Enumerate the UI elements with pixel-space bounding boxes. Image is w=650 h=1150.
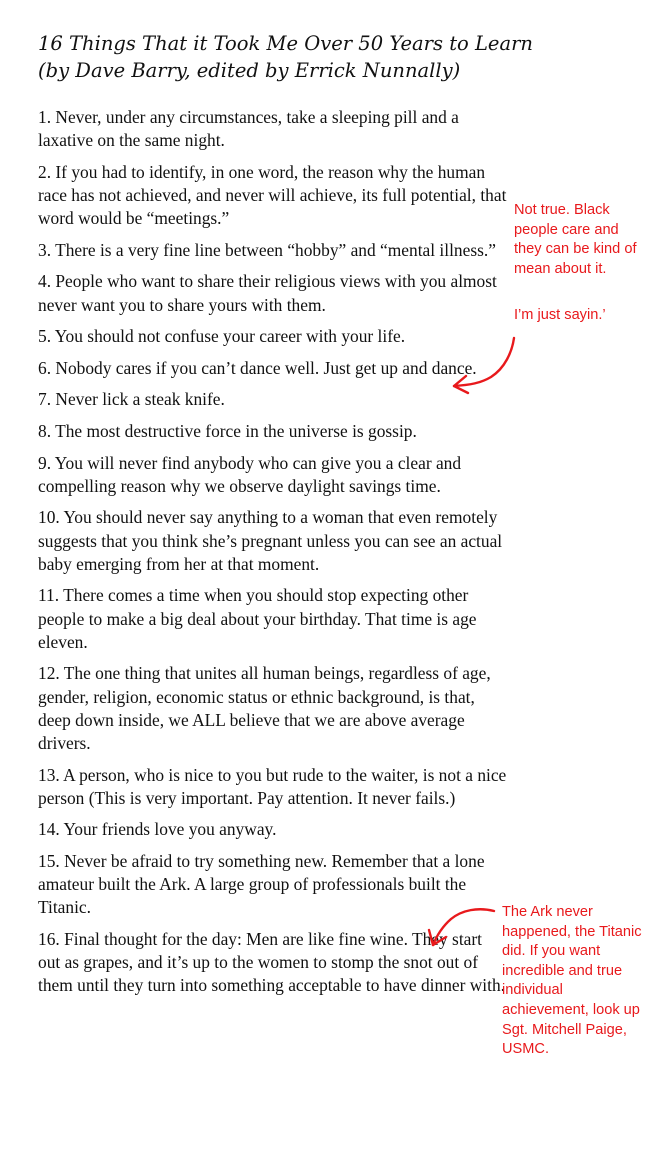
list-item: 10. You should never say anything to a woman that even remotely suggests that you think she’s pregnant unless you can see an actual baby emerging from her at that moment. bbox=[38, 507, 503, 574]
list-item: 2. If you had to identify, in one word, the reason why the human race has not achieved, and never will achieve, its full potential, that word would be “meetings.” bbox=[38, 161, 507, 229]
list-item: 7. Never lick a steak knife. bbox=[38, 389, 225, 410]
title-line-1: 16 Things That it Took Me Over 50 Years to Learn bbox=[38, 32, 533, 55]
lessons-list bbox=[38, 106, 508, 1006]
annotation-ark: The Ark never happened, the Titanic did. If you want incredible and true individual achievement, look up Sgt. Mitchell Paige, USMC. bbox=[502, 904, 642, 1058]
list-item: 8. The most destructive force in the universe is gossip. bbox=[38, 420, 417, 441]
list-item: 5. You should not confuse your career with your life. bbox=[38, 326, 406, 347]
list-item: 14. Your friends love you anyway. bbox=[38, 819, 277, 840]
list-item: 16. Final thought for the day: Men are like fine wine. They start out as grapes, and it’s up to the women to stomp the snot out of them until they turn into something acceptable to have dinner with. bbox=[38, 928, 506, 996]
list-item: 3. There is a very fine line between “hobby” and “mental illness.” bbox=[38, 239, 496, 260]
annotation-just-sayin: I’m just sayin.’ bbox=[514, 307, 606, 323]
list-item: 9. You will never find anybody who can give you a clear and compelling reason why we observe daylight savings time. bbox=[38, 452, 462, 496]
list-item: 12. The one thing that unites all human beings, regardless of age, gender, religion, economic status or ethnic background, is that, deep down inside, we ALL believe that we are above average drivers. bbox=[38, 663, 491, 753]
list-item: 1. Never, under any circumstances, take a sleeping pill and a laxative on the same night. bbox=[38, 107, 459, 151]
list-item: 11. There comes a time when you should stop expecting other people to make a big deal about your birthday. That time is age eleven. bbox=[38, 585, 477, 652]
list-item: 6. Nobody cares if you can’t dance well. Just get up and dance. bbox=[38, 357, 477, 378]
page-title bbox=[38, 30, 598, 84]
annotation-dance: Not true. Black people care and they can be kind of mean about it. bbox=[514, 202, 637, 277]
list-item: 15. Never be afraid to try something new. Remember that a lone amateur built the Ark. A large group of professionals built the Titanic. bbox=[38, 850, 485, 918]
title-line-2: (by Dave Barry, edited by Errick Nunnally) bbox=[38, 59, 461, 82]
list-item: 13. A person, who is nice to you but rude to the waiter, is not a nice person (This is very important. Pay attention. It never fails.) bbox=[38, 764, 507, 808]
list-item: 4. People who want to share their religious views with you almost never want you to share yours with them. bbox=[38, 271, 497, 315]
